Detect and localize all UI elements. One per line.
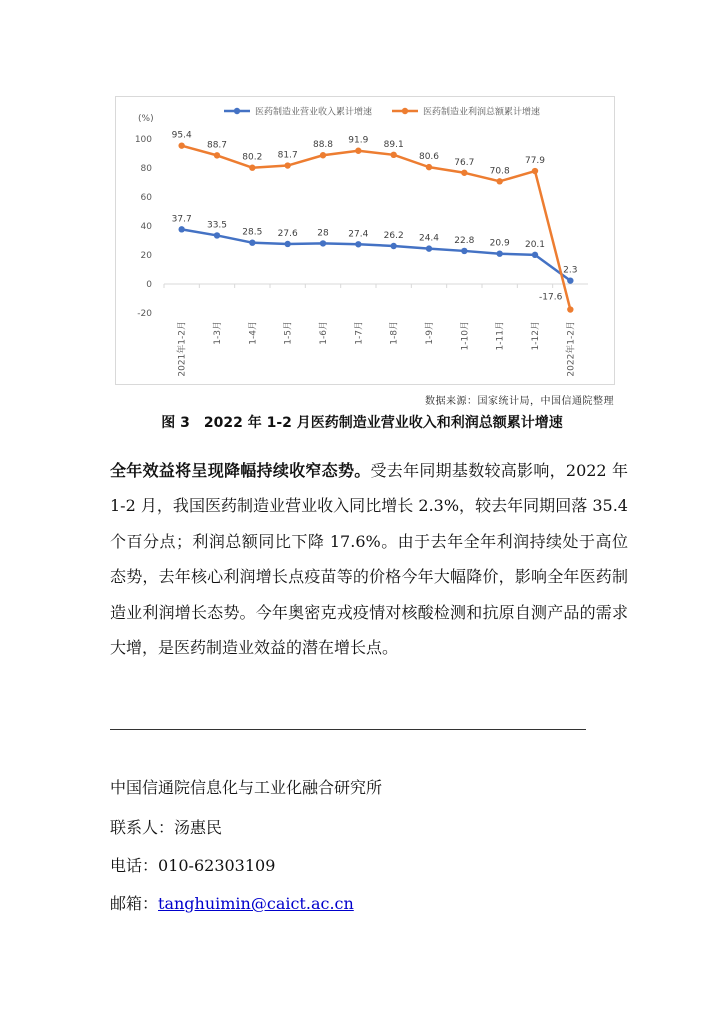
data-point <box>355 148 361 154</box>
contact-phone-label: 电话： <box>110 856 159 875</box>
y-tick-label: 100 <box>134 135 152 145</box>
article-body: 受去年同期基数较高影响，2022 年 1-2 月，我国医药制造业营业收入同比增长 2.3%，较去年同期回落 35.4 个百分点；利润总额同比下降 17.6%。由于去年全年利润持续处于高位态势，去年核心利润增长点疫苗等的价格今年大幅降价，影响全年医药制造业利润增长态势。今年奥密克戎疫情对核酸检测和抗原自测产品的需求大增，是医药制造业效益的潜在增长点。 <box>110 461 628 658</box>
y-tick-label: 40 <box>140 222 152 232</box>
data-point <box>178 142 184 148</box>
x-tick-label: 1-4月 <box>248 321 259 345</box>
contact-phone-number: 010-62303109 <box>158 856 276 875</box>
x-tick-label: 1-3月 <box>213 321 223 345</box>
contact-person <box>110 815 222 838</box>
legend-label: 医药制造业营业收入累计增速 <box>255 107 373 118</box>
chart-canvas <box>116 97 614 384</box>
legend-swatch-marker <box>402 108 408 114</box>
contact-email-label: 邮箱： <box>110 894 159 913</box>
data-point <box>390 152 396 158</box>
data-point <box>426 245 432 251</box>
data-label: 91.9 <box>348 135 369 146</box>
line-chart <box>115 96 615 385</box>
contact-person-name: 汤惠民 <box>174 818 223 837</box>
data-point <box>496 178 502 184</box>
data-label: 70.8 <box>489 166 510 177</box>
divider-line <box>110 729 586 730</box>
legend-swatch-marker <box>234 108 240 114</box>
article-paragraph <box>110 453 628 665</box>
data-point <box>426 164 432 170</box>
y-tick-label: 0 <box>146 280 152 290</box>
x-tick-label: 1-7月 <box>354 321 365 345</box>
contact-phone <box>110 853 275 876</box>
data-label: 27.4 <box>348 229 369 240</box>
data-point <box>390 243 396 249</box>
data-point <box>214 152 220 158</box>
data-label: -17.6 <box>539 292 563 303</box>
data-label: 28.5 <box>242 227 263 238</box>
data-label: 27.6 <box>277 228 298 239</box>
x-tick-label: 2022年1-2月 <box>566 321 577 377</box>
data-point <box>355 241 361 247</box>
x-tick-label: 1-10月 <box>460 321 471 351</box>
data-point <box>461 170 467 176</box>
data-label: 22.8 <box>454 235 475 246</box>
x-tick-label: 1-11月 <box>495 321 506 351</box>
data-label: 28 <box>317 228 329 239</box>
data-point <box>567 306 573 312</box>
data-label: 88.7 <box>206 140 228 151</box>
contact-org: 中国信通院信息化与工业化融合研究所 <box>110 778 383 797</box>
contact-person-label: 联系人： <box>110 818 175 837</box>
x-tick-label: 1-8月 <box>389 321 400 345</box>
data-point <box>320 240 326 246</box>
source-note: 数据来源：国家统计局，中国信通院整理 <box>425 396 614 407</box>
data-label: 37.7 <box>171 214 192 225</box>
data-label: 26.2 <box>383 231 404 242</box>
data-point <box>178 226 184 232</box>
contact-email <box>110 891 354 914</box>
legend-label: 医药制造业利润总额累计增速 <box>423 107 541 118</box>
data-label: 2.3 <box>563 265 578 276</box>
data-label: 80.2 <box>242 152 263 163</box>
data-label: 89.1 <box>383 139 404 150</box>
data-label: 81.7 <box>277 150 298 161</box>
data-label: 95.4 <box>171 130 192 141</box>
y-tick-label: 80 <box>140 164 152 174</box>
data-label: 77.9 <box>524 156 546 167</box>
data-point <box>214 232 220 238</box>
data-point <box>496 250 502 256</box>
data-label: 20.9 <box>489 238 510 249</box>
data-point <box>532 168 538 174</box>
data-label: 80.6 <box>418 152 440 163</box>
data-point <box>284 241 290 247</box>
data-label: 33.5 <box>206 220 228 231</box>
data-point <box>249 239 255 245</box>
x-tick-label: 1-12月 <box>531 321 541 351</box>
y-unit-label: (%) <box>138 114 154 124</box>
data-point <box>532 252 538 258</box>
data-label: 20.1 <box>524 239 546 250</box>
data-point <box>320 152 326 158</box>
y-tick-label: -20 <box>137 309 152 319</box>
data-point <box>249 165 255 171</box>
series-line <box>182 229 571 280</box>
x-tick-label: 1-9月 <box>425 321 435 345</box>
x-tick-label: 1-6月 <box>319 321 329 345</box>
y-tick-label: 60 <box>140 193 152 203</box>
figure-caption: 图 3 2022 年 1-2 月医药制造业营业收入和利润总额累计增速 <box>161 415 563 431</box>
data-label: 24.4 <box>418 233 440 244</box>
data-point <box>567 277 573 283</box>
x-tick-label: 1-5月 <box>283 321 294 345</box>
x-tick-label: 2021年1-2月 <box>177 321 188 377</box>
data-point <box>284 162 290 168</box>
email-link[interactable]: tanghuimin@caict.ac.cn <box>158 894 354 913</box>
article-lead: 全年效益将呈现降幅持续收窄态势。 <box>110 461 371 480</box>
data-label: 76.7 <box>454 157 475 168</box>
y-tick-label: 20 <box>140 251 152 261</box>
data-label: 88.8 <box>312 140 334 151</box>
data-point <box>461 248 467 254</box>
